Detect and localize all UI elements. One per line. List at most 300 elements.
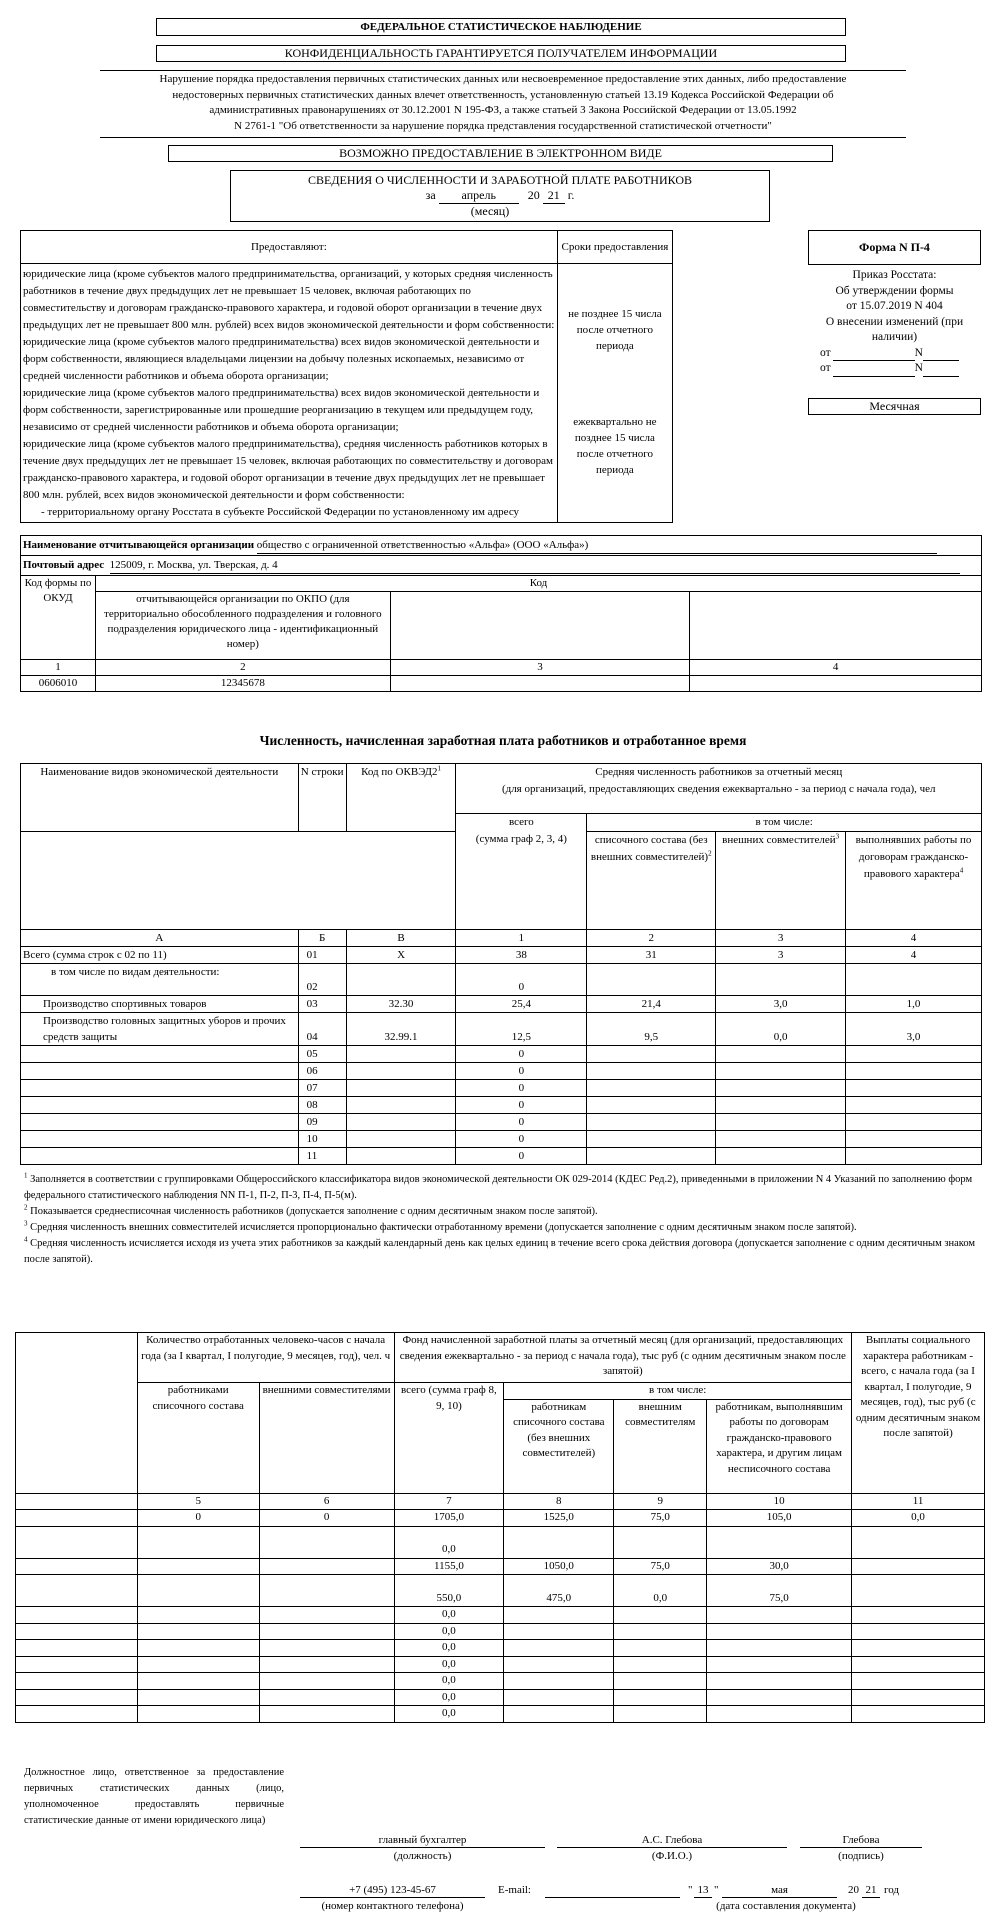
table-row bbox=[16, 1689, 985, 1706]
value-cell[interactable] bbox=[852, 1640, 985, 1657]
value-cell[interactable] bbox=[846, 1046, 982, 1063]
hours-external-header: внешними совместителями bbox=[259, 1383, 394, 1494]
amendment-line-2 bbox=[808, 361, 981, 377]
okved-cell[interactable] bbox=[346, 1097, 456, 1114]
value-cell[interactable] bbox=[587, 1080, 716, 1097]
value-cell[interactable] bbox=[137, 1656, 259, 1673]
value-cell[interactable] bbox=[587, 1063, 716, 1080]
footnote-ref: 1 bbox=[437, 764, 441, 773]
value-cell[interactable] bbox=[259, 1558, 394, 1575]
okved-cell[interactable]: 32.99.1 bbox=[346, 1013, 456, 1046]
row-label-cell bbox=[16, 1706, 138, 1723]
value-cell[interactable] bbox=[504, 1689, 614, 1706]
providers-table bbox=[20, 230, 673, 523]
col-code: 5 bbox=[137, 1493, 259, 1510]
footnote-text: Средняя численность исчисляется исходя из учета этих работников за каждый календарный день как целых единиц в течение всего срока действия договора (допускается заполнение с одним десятичным знаком после запятой). bbox=[24, 1238, 976, 1265]
value-cell[interactable] bbox=[614, 1706, 707, 1723]
provider-block: юридические лица (кроме субъектов малого предпринимательства), средняя численность работников которых в течение двух предыдущих лет не превышает 15 человек, включая работающих по совместительству и договорам гражданско-правового характера, и годовой оборот организации в течение двух предыдущих лет не превышает 800 млн. рублей, всех видов экономической деятельности и форм собственности: bbox=[23, 438, 553, 501]
value-cell[interactable]: 75,0 bbox=[614, 1510, 707, 1527]
okved-header bbox=[346, 764, 456, 832]
value-cell[interactable]: 0,0 bbox=[394, 1689, 504, 1706]
total-header-subtitle: (сумма граф 2, 3, 4) bbox=[475, 833, 567, 845]
activity-name-cell: Производство спортивных товаров bbox=[21, 996, 299, 1013]
table-row bbox=[21, 1131, 982, 1148]
amendment-date-field[interactable] bbox=[833, 348, 915, 361]
okved-cell[interactable] bbox=[346, 1131, 456, 1148]
value-cell[interactable]: 0 bbox=[456, 964, 587, 996]
table-row bbox=[16, 1575, 985, 1607]
contract-header bbox=[846, 832, 982, 930]
signature-caption: (подпись) bbox=[838, 1850, 884, 1862]
value-cell[interactable]: 0 bbox=[259, 1510, 394, 1527]
value-cell[interactable]: 75,0 bbox=[614, 1558, 707, 1575]
value-cell[interactable] bbox=[259, 1640, 394, 1657]
warning-line: N 2761-1 "Об ответственности за нарушение порядка представления государственной статистической отчетности" bbox=[234, 119, 772, 132]
okud-header: Код формы по ОКУД bbox=[21, 576, 96, 660]
value-cell[interactable] bbox=[259, 1607, 394, 1624]
value-cell[interactable] bbox=[852, 1575, 985, 1607]
table-row bbox=[16, 1607, 985, 1624]
value-cell[interactable] bbox=[614, 1640, 707, 1657]
activity-name-cell: в том числе по видам деятельности: bbox=[21, 964, 299, 996]
blank-header bbox=[16, 1333, 138, 1494]
footnote-text: Средняя численность внешних совместителей исчисляется пропорционально фактически отработанному времени (допускается заполнение с одним десятичным знаком после запятой). bbox=[27, 1222, 857, 1233]
provider-block: юридические лица (кроме субъектов малого предпринимательства) всех видов экономической деятельности и форм собственности, являющиеся владельцами лицензии на добычу полезных ископаемых, независимо от средней численности работников и объема оборота организации; bbox=[23, 336, 540, 382]
value-cell[interactable] bbox=[846, 1063, 982, 1080]
value-cell[interactable] bbox=[716, 1131, 846, 1148]
okved-cell[interactable] bbox=[346, 964, 456, 996]
value-cell[interactable]: 0,0 bbox=[394, 1640, 504, 1657]
line-number-cell: 11 bbox=[298, 1148, 346, 1165]
provider-descriptions bbox=[21, 264, 558, 523]
organization-table bbox=[20, 535, 982, 692]
fund-total-header: всего (сумма граф 8, 9, 10) bbox=[394, 1383, 504, 1494]
value-cell[interactable]: 3 bbox=[716, 947, 846, 964]
liability-warning bbox=[100, 70, 906, 138]
org-name-row bbox=[21, 536, 982, 556]
value-cell[interactable] bbox=[587, 1148, 716, 1165]
value-cell[interactable]: 1050,0 bbox=[504, 1558, 614, 1575]
value-cell[interactable] bbox=[614, 1673, 707, 1690]
line-number-cell: 04 bbox=[298, 1013, 346, 1046]
footnote-number: 3 bbox=[24, 1219, 28, 1228]
value-cell[interactable]: 0 bbox=[456, 1097, 587, 1114]
value-cell[interactable] bbox=[846, 1131, 982, 1148]
org-name-label: Наименование отчитывающейся организации bbox=[23, 538, 255, 551]
amendment-number-field[interactable] bbox=[923, 364, 959, 377]
value-cell[interactable] bbox=[716, 1046, 846, 1063]
row-label-cell bbox=[16, 1510, 138, 1527]
value-cell[interactable]: 1525,0 bbox=[504, 1510, 614, 1527]
value-cell[interactable] bbox=[707, 1689, 852, 1706]
value-cell[interactable] bbox=[259, 1689, 394, 1706]
value-cell[interactable]: 0,0 bbox=[394, 1656, 504, 1673]
value-cell[interactable]: 0 bbox=[137, 1510, 259, 1527]
table-row bbox=[21, 947, 982, 964]
report-period bbox=[231, 188, 769, 204]
date-century: 20 bbox=[848, 1884, 859, 1896]
table-row bbox=[21, 1046, 982, 1063]
col-code: Б bbox=[298, 930, 346, 947]
value-cell[interactable] bbox=[707, 1607, 852, 1624]
code-header: Код bbox=[95, 576, 981, 592]
value-cell[interactable] bbox=[137, 1640, 259, 1657]
value-cell[interactable] bbox=[504, 1607, 614, 1624]
value-cell[interactable] bbox=[707, 1673, 852, 1690]
okud-value[interactable]: 0606010 bbox=[21, 676, 96, 692]
code-col4-header bbox=[690, 592, 982, 660]
avg-headcount-subtitle: (для организаций, предоставляющих сведения ежеквартально - за период с начала года), чел bbox=[501, 783, 936, 795]
value-cell[interactable] bbox=[259, 1623, 394, 1640]
col-number: 2 bbox=[95, 660, 390, 676]
org-name-field[interactable]: общество с ограниченной ответственностью «Альфа» (ООО «Альфа») bbox=[257, 538, 937, 554]
col-code bbox=[16, 1493, 138, 1510]
table-row bbox=[16, 1640, 985, 1657]
date-day-field[interactable]: 13 bbox=[694, 1883, 712, 1898]
email-label: E-mail: bbox=[498, 1884, 531, 1896]
line-number-cell: 08 bbox=[298, 1097, 346, 1114]
n-label: N bbox=[914, 362, 923, 374]
footnote-number: 4 bbox=[24, 1235, 28, 1244]
value-cell[interactable] bbox=[587, 1131, 716, 1148]
value-cell[interactable] bbox=[137, 1607, 259, 1624]
provider-block: юридические лица (кроме субъектов малого предпринимательства, организаций, у которых средняя численность работников в течение двух предыдущих лет не превышает 15 человек, включая работающих по совместительству и договорам гражданско-правового характера, и годовой оборот организации в течение двух предыдущих лет не превышает 800 млн. рублей) всех видов экономической деятельности и форм собственности: bbox=[23, 268, 555, 331]
value-cell[interactable] bbox=[137, 1526, 259, 1558]
value-cell[interactable] bbox=[707, 1623, 852, 1640]
value-cell[interactable]: 0,0 bbox=[394, 1607, 504, 1624]
okved-cell[interactable] bbox=[346, 1046, 456, 1063]
value-cell[interactable] bbox=[707, 1526, 852, 1558]
value-cell[interactable] bbox=[846, 1080, 982, 1097]
okved-cell[interactable] bbox=[346, 1114, 456, 1131]
footnote-text: Заполняется в соответствии с группировками Общероссийского классификатора видов экономической деятельности ОК 029-2014 (КДЕС Ред.2), приведенными в приложении N 4 Указаний по заполнению форм федерального статистического наблюдения NN П-1, П-2, П-3, П-4, П-5(м). bbox=[24, 1174, 973, 1201]
value-cell[interactable] bbox=[852, 1607, 985, 1624]
value-cell[interactable] bbox=[852, 1526, 985, 1558]
value-cell[interactable]: 0 bbox=[456, 1148, 587, 1165]
payroll-header-text: списочного состава (без внешних совместителей) bbox=[590, 834, 709, 863]
row-label-cell bbox=[16, 1656, 138, 1673]
value-cell[interactable] bbox=[716, 964, 846, 996]
value-cell[interactable] bbox=[137, 1689, 259, 1706]
code-col3-value[interactable] bbox=[390, 676, 690, 692]
value-cell[interactable]: 4 bbox=[846, 947, 982, 964]
signature-field[interactable]: Глебова bbox=[800, 1833, 922, 1848]
external-header-text: внешних совместителей bbox=[722, 834, 836, 846]
footnote-number: 2 bbox=[24, 1203, 28, 1212]
value-cell[interactable] bbox=[137, 1706, 259, 1723]
value-cell[interactable]: 3,0 bbox=[846, 1013, 982, 1046]
value-cell[interactable]: 0,0 bbox=[394, 1623, 504, 1640]
okved-cell[interactable] bbox=[346, 1148, 456, 1165]
address-field[interactable]: 125009, г. Москва, ул. Тверская, д. 4 bbox=[110, 558, 960, 574]
deadline-monthly: не позднее 15 числа после отчетного периода bbox=[568, 308, 662, 352]
amendment-line-1 bbox=[808, 346, 981, 362]
value-cell[interactable] bbox=[137, 1575, 259, 1607]
okpo-header: отчитывающейся организации по ОКПО (для территориально обособленного подразделения и головного подразделения юридического лица - идентификационный номер) bbox=[95, 592, 390, 660]
headcount-table bbox=[20, 763, 982, 1165]
value-cell[interactable] bbox=[504, 1673, 614, 1690]
col-code: А bbox=[21, 930, 299, 947]
phone-field[interactable]: +7 (495) 123-45-67 bbox=[300, 1883, 485, 1898]
value-cell[interactable] bbox=[852, 1689, 985, 1706]
address-label: Почтовый адрес bbox=[23, 558, 105, 571]
line-number-cell: 06 bbox=[298, 1063, 346, 1080]
table-row bbox=[21, 1097, 982, 1114]
row-label-cell bbox=[16, 1575, 138, 1607]
code-col3-header bbox=[390, 592, 690, 660]
footnote-ref: 3 bbox=[835, 832, 840, 841]
col-codes-row bbox=[21, 930, 982, 947]
value-cell[interactable] bbox=[716, 1063, 846, 1080]
line-number-cell: 05 bbox=[298, 1046, 346, 1063]
fund-payroll-header: работникам списочного состава (без внешних совместителей) bbox=[504, 1399, 614, 1493]
value-cell[interactable] bbox=[852, 1558, 985, 1575]
value-cell[interactable] bbox=[504, 1526, 614, 1558]
value-cell[interactable] bbox=[137, 1623, 259, 1640]
value-cell[interactable] bbox=[137, 1673, 259, 1690]
okpo-value[interactable]: 12345678 bbox=[95, 676, 390, 692]
avg-headcount-title: Средняя численность работников за отчетный месяц bbox=[595, 766, 843, 778]
period-century: 20 bbox=[527, 188, 540, 202]
table-row bbox=[21, 1080, 982, 1097]
value-cell[interactable] bbox=[587, 1097, 716, 1114]
line-number-cell: 10 bbox=[298, 1131, 346, 1148]
value-cell[interactable]: 30,0 bbox=[707, 1558, 852, 1575]
value-cell[interactable] bbox=[852, 1706, 985, 1723]
table-row bbox=[16, 1623, 985, 1640]
fund-including-header: в том числе: bbox=[504, 1383, 852, 1400]
value-cell[interactable] bbox=[852, 1673, 985, 1690]
line-number-cell: 07 bbox=[298, 1080, 346, 1097]
value-cell[interactable] bbox=[846, 1097, 982, 1114]
from-label: от bbox=[820, 362, 831, 374]
col-code: 11 bbox=[852, 1493, 985, 1510]
value-cell[interactable] bbox=[259, 1656, 394, 1673]
row-label-cell bbox=[16, 1673, 138, 1690]
order-line: Приказ Росстата: bbox=[852, 269, 937, 281]
payroll-fund-table bbox=[15, 1332, 985, 1723]
periodicity-box: Месячная bbox=[808, 398, 981, 415]
date-month-field[interactable]: мая bbox=[722, 1883, 837, 1898]
table-row bbox=[16, 1706, 985, 1723]
value-cell[interactable] bbox=[846, 964, 982, 996]
table-row bbox=[16, 1510, 985, 1527]
okved-header-text: Код по ОКВЭД2 bbox=[361, 766, 438, 778]
okved-cell[interactable] bbox=[346, 1080, 456, 1097]
external-header bbox=[716, 832, 846, 930]
value-cell[interactable]: 21,4 bbox=[587, 996, 716, 1013]
amendment-date-field[interactable] bbox=[833, 364, 915, 377]
provider-recipient: - территориальному органу Росстата в субъекте Российской Федерации по установленному им адресу bbox=[41, 506, 520, 518]
value-cell[interactable] bbox=[707, 1656, 852, 1673]
value-cell[interactable] bbox=[259, 1673, 394, 1690]
value-cell[interactable] bbox=[846, 1114, 982, 1131]
table-row bbox=[16, 1656, 985, 1673]
value-cell[interactable]: 0,0 bbox=[394, 1526, 504, 1558]
full-name-field[interactable]: А.С. Глебова bbox=[557, 1833, 787, 1848]
value-cell[interactable]: 1705,0 bbox=[394, 1510, 504, 1527]
col-code: 4 bbox=[846, 930, 982, 947]
value-cell[interactable] bbox=[614, 1526, 707, 1558]
activity-name-cell bbox=[21, 1097, 299, 1114]
value-cell[interactable] bbox=[852, 1623, 985, 1640]
col-code: В bbox=[346, 930, 456, 947]
value-cell[interactable] bbox=[504, 1623, 614, 1640]
value-cell[interactable]: 25,4 bbox=[456, 996, 587, 1013]
value-cell[interactable]: 105,0 bbox=[707, 1510, 852, 1527]
footnote bbox=[24, 1236, 984, 1268]
line-number-cell: 03 bbox=[298, 996, 346, 1013]
value-cell[interactable] bbox=[716, 1148, 846, 1165]
including-header: в том числе: bbox=[587, 814, 982, 832]
value-cell[interactable] bbox=[587, 1114, 716, 1131]
col-number: 4 bbox=[690, 660, 982, 676]
footnote-text: Показывается среднесписочная численность работников (допускается заполнение с одним десятичным знаком после запятой). bbox=[27, 1206, 598, 1217]
value-cell[interactable] bbox=[614, 1689, 707, 1706]
social-header: Выплаты социального характера работникам - всего, с начала года (за I квартал, I полугодие, 9 месяцев, год), тыс руб (с одним десятичным знаком после запятой) bbox=[852, 1333, 985, 1494]
period-year-field[interactable]: 21 bbox=[543, 188, 565, 204]
table-row bbox=[21, 1114, 982, 1131]
fund-contract-header: работникам, выполнявшим работы по договорам гражданско-правового характера, и другим лицам несписочного состава bbox=[707, 1399, 852, 1493]
value-cell[interactable]: 0,0 bbox=[394, 1673, 504, 1690]
value-cell[interactable]: 0,0 bbox=[614, 1575, 707, 1607]
row-label-cell bbox=[16, 1558, 138, 1575]
value-cell[interactable] bbox=[504, 1640, 614, 1657]
date-suffix: год bbox=[884, 1884, 900, 1896]
value-cell[interactable]: 0 bbox=[456, 1046, 587, 1063]
value-cell[interactable] bbox=[716, 1114, 846, 1131]
provide-header: Предоставляют: bbox=[21, 231, 558, 264]
value-cell[interactable]: 9,5 bbox=[587, 1013, 716, 1046]
col-code: 8 bbox=[504, 1493, 614, 1510]
value-cell[interactable]: 0 bbox=[456, 1063, 587, 1080]
contract-header-text: выполнявших работы по договорам гражданско-правового характера bbox=[855, 834, 972, 880]
value-cell[interactable]: 0 bbox=[456, 1114, 587, 1131]
date-year-field[interactable]: 21 bbox=[862, 1883, 880, 1898]
value-cell[interactable] bbox=[846, 1148, 982, 1165]
header-spacer bbox=[21, 832, 456, 930]
email-field[interactable] bbox=[545, 1883, 680, 1898]
provider-block: юридические лица (кроме субъектов малого предпринимательства) всех видов экономической деятельности и форм собственности, зарегистрированные или прошедшие реорганизацию в текущем или предыдущем году, независимо от средней численности работников и объема оборота организации; bbox=[23, 387, 540, 433]
value-cell[interactable]: 3,0 bbox=[716, 996, 846, 1013]
period-suffix: г. bbox=[567, 188, 575, 202]
order-line: Об утверждении формы bbox=[835, 284, 954, 297]
table-row bbox=[16, 1673, 985, 1690]
col-code: 3 bbox=[716, 930, 846, 947]
value-cell[interactable] bbox=[707, 1706, 852, 1723]
activity-header: Наименование видов экономической деятельности bbox=[21, 764, 299, 832]
okved-cell[interactable]: 32.30 bbox=[346, 996, 456, 1013]
period-month-field[interactable]: апрель bbox=[439, 188, 519, 204]
deadline-cell bbox=[557, 264, 672, 523]
value-cell[interactable]: 1,0 bbox=[846, 996, 982, 1013]
footnote bbox=[24, 1220, 984, 1236]
order-line: от 15.07.2019 N 404 bbox=[846, 300, 943, 312]
federal-observation-banner: ФЕДЕРАЛЬНОЕ СТАТИСТИЧЕСКОЕ НАБЛЮДЕНИЕ bbox=[156, 18, 846, 36]
value-cell[interactable] bbox=[587, 964, 716, 996]
activity-name-cell bbox=[21, 1063, 299, 1080]
line-number-cell: 09 bbox=[298, 1114, 346, 1131]
warning-line: Нарушение порядка предоставления первичных статистических данных или несвоевременное предоставление этих данных, либо предоставление bbox=[159, 73, 847, 85]
value-cell[interactable] bbox=[137, 1558, 259, 1575]
activity-name-cell bbox=[21, 1148, 299, 1165]
warning-line: административных правонарушениях от 30.12.2001 N 195-ФЗ, а также статьей 3 Закона Российской Федерации от 13.05.1992 bbox=[209, 104, 797, 116]
activity-name-cell bbox=[21, 1080, 299, 1097]
row-label-cell bbox=[16, 1623, 138, 1640]
value-cell[interactable] bbox=[716, 1080, 846, 1097]
value-cell[interactable] bbox=[259, 1526, 394, 1558]
value-cell[interactable] bbox=[504, 1706, 614, 1723]
row-label-cell bbox=[16, 1640, 138, 1657]
value-cell[interactable]: 0,0 bbox=[852, 1510, 985, 1527]
footnote-ref: 2 bbox=[708, 849, 712, 858]
value-cell[interactable]: 1155,0 bbox=[394, 1558, 504, 1575]
activity-name-cell bbox=[21, 1114, 299, 1131]
responsible-official-label: Должностное лицо, ответственное за предоставление первичных статистических данных (лицо, уполномоченное предоставлять первичные статистические данные от имени юридического лица) bbox=[24, 1767, 284, 1826]
value-cell[interactable]: 75,0 bbox=[707, 1575, 852, 1607]
amendment-number-field[interactable] bbox=[923, 348, 959, 361]
value-cell[interactable] bbox=[259, 1706, 394, 1723]
value-cell[interactable]: 38 bbox=[456, 947, 587, 964]
col-codes-row bbox=[16, 1493, 985, 1510]
okved-cell[interactable] bbox=[346, 1063, 456, 1080]
table-row bbox=[21, 1148, 982, 1165]
table-row bbox=[21, 1063, 982, 1080]
col-code: 10 bbox=[707, 1493, 852, 1510]
value-cell[interactable]: 0 bbox=[456, 1131, 587, 1148]
position-field[interactable]: главный бухгалтер bbox=[300, 1833, 545, 1848]
okved-cell[interactable]: X bbox=[346, 947, 456, 964]
date-caption: (дата составления документа) bbox=[716, 1900, 856, 1912]
table-row bbox=[21, 996, 982, 1013]
value-cell[interactable] bbox=[614, 1623, 707, 1640]
table-row bbox=[16, 1526, 985, 1558]
deadline-quarterly: ежеквартально не позднее 15 числа после отчетного периода bbox=[573, 416, 657, 476]
date-quote-open: " bbox=[688, 1884, 693, 1896]
value-cell[interactable]: 550,0 bbox=[394, 1575, 504, 1607]
value-cell[interactable] bbox=[707, 1640, 852, 1657]
deadline-header: Сроки предоставления bbox=[557, 231, 672, 264]
value-cell[interactable] bbox=[504, 1656, 614, 1673]
value-cell[interactable] bbox=[614, 1656, 707, 1673]
value-cell[interactable]: 12,5 bbox=[456, 1013, 587, 1046]
value-cell[interactable]: 0,0 bbox=[716, 1013, 846, 1046]
activity-name-cell: Всего (сумма строк с 02 по 11) bbox=[21, 947, 299, 964]
value-cell[interactable] bbox=[259, 1575, 394, 1607]
value-cell[interactable] bbox=[587, 1046, 716, 1063]
col-number: 1 bbox=[21, 660, 96, 676]
value-cell[interactable] bbox=[614, 1607, 707, 1624]
confidentiality-banner: КОНФИДЕНЦИАЛЬНОСТЬ ГАРАНТИРУЕТСЯ ПОЛУЧАТЕЛЕМ ИНФОРМАЦИИ bbox=[156, 45, 846, 62]
period-prefix: за bbox=[425, 188, 436, 202]
value-cell[interactable]: 0 bbox=[456, 1080, 587, 1097]
phone-caption: (номер контактного телефона) bbox=[321, 1900, 464, 1912]
section-title: Численность, начисленная заработная плата работников и отработанное время bbox=[259, 733, 747, 748]
report-title-box bbox=[230, 170, 770, 222]
hours-header: Количество отработанных человеко-часов с начала года (за I квартал, I полугодие, 9 месяцев, год), чел. ч bbox=[137, 1333, 394, 1383]
col-code: 7 bbox=[394, 1493, 504, 1510]
line-number-cell: 02 bbox=[298, 964, 346, 996]
n-label: N bbox=[914, 346, 923, 359]
value-cell[interactable]: 31 bbox=[587, 947, 716, 964]
value-cell[interactable] bbox=[852, 1656, 985, 1673]
footnotes bbox=[24, 1172, 984, 1268]
col-code: 9 bbox=[614, 1493, 707, 1510]
value-cell[interactable]: 0,0 bbox=[394, 1706, 504, 1723]
code-col4-value[interactable] bbox=[690, 676, 982, 692]
value-cell[interactable] bbox=[716, 1097, 846, 1114]
value-cell[interactable]: 475,0 bbox=[504, 1575, 614, 1607]
